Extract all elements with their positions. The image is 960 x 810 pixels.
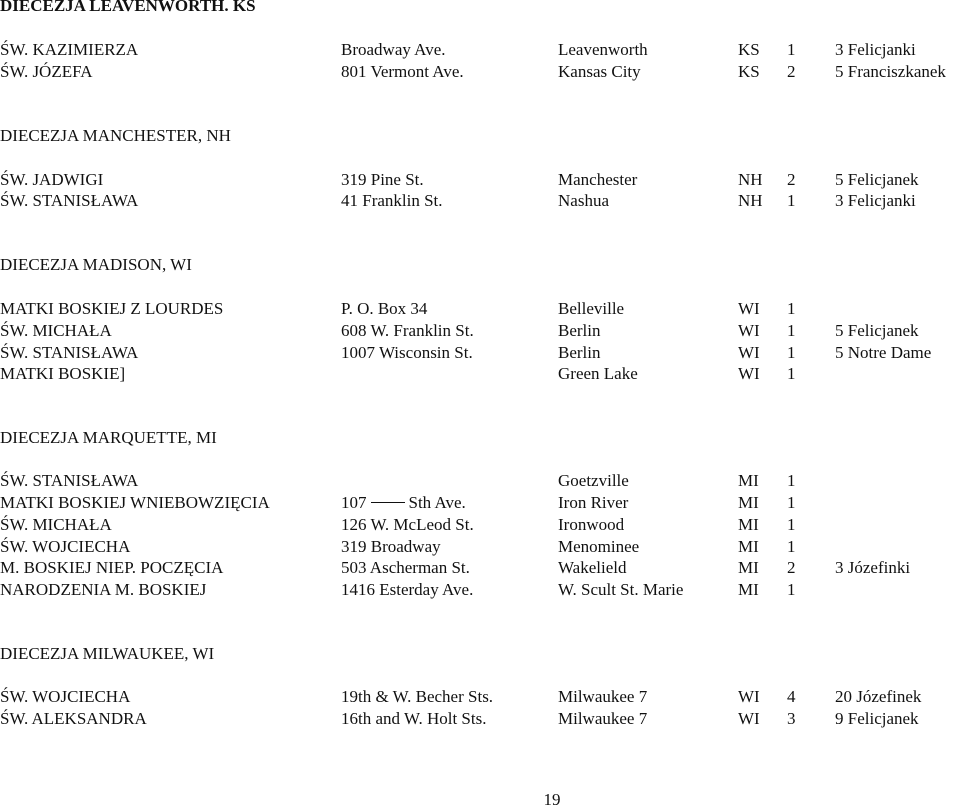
- parish-state: KS: [738, 40, 760, 59]
- table-row: [0, 470, 960, 491]
- parish-count: 3: [787, 709, 796, 728]
- table-row: [0, 39, 960, 60]
- parish-address: 16th and W. Holt Sts.: [341, 709, 487, 728]
- parish-city: Iron River: [558, 493, 629, 512]
- parish-state: MI: [738, 537, 759, 556]
- table-row: [0, 708, 960, 729]
- parish-city: Leavenworth: [558, 40, 648, 59]
- table-row: [0, 342, 960, 363]
- parish-state: WI: [738, 343, 760, 362]
- parish-address: 1007 Wisconsin St.: [341, 343, 473, 362]
- table-row: [0, 61, 960, 82]
- parish-city: Ironwood: [558, 515, 625, 534]
- parish-count: 1: [787, 299, 796, 318]
- parish-address: 801 Vermont Ave.: [341, 62, 464, 81]
- parish-name: ŚW. STANISŁAWA: [0, 343, 139, 362]
- parish-name: ŚW. JADWIGI: [0, 170, 104, 189]
- parish-city: Milwaukee 7: [558, 687, 648, 706]
- parish-address: 41 Franklin St.: [341, 191, 443, 210]
- parish-count: 1: [787, 364, 796, 383]
- parish-count: 1: [787, 515, 796, 534]
- table-row: [0, 557, 960, 578]
- parish-address: P. O. Box 34: [341, 299, 428, 318]
- page-number: 19: [543, 790, 561, 809]
- parish-city: Nashua: [558, 191, 609, 210]
- parish-name: MATKI BOSKIEJ Z LOURDES: [0, 299, 224, 318]
- parish-state: MI: [738, 558, 759, 577]
- parish-state: MI: [738, 471, 759, 490]
- parish-count: 1: [787, 343, 796, 362]
- dash-line: [371, 502, 405, 503]
- parish-address: 319 Pine St.: [341, 170, 424, 189]
- parish-count: 4: [787, 687, 796, 706]
- parish-name: ŚW. MICHAŁA: [0, 515, 112, 534]
- table-row: [0, 514, 960, 535]
- parish-city: Kansas City: [558, 62, 641, 81]
- parish-name: ŚW. MICHAŁA: [0, 321, 112, 340]
- parish-address: 126 W. McLeod St.: [341, 515, 474, 534]
- table-row: [0, 320, 960, 341]
- table-row: [0, 190, 960, 211]
- parish-address: 608 W. Franklin St.: [341, 321, 474, 340]
- parish-state: WI: [738, 687, 760, 706]
- parish-state: KS: [738, 62, 760, 81]
- parish-city: Berlin: [558, 343, 601, 362]
- parish-order: 5 Notre Dame: [835, 343, 932, 362]
- parish-count: 2: [787, 62, 796, 81]
- parish-city: Belleville: [558, 299, 625, 318]
- parish-city: Wakelield: [558, 558, 627, 577]
- parish-address: 19th & W. Becher Sts.: [341, 687, 494, 706]
- parish-address: 319 Broadway: [341, 537, 441, 556]
- parish-city: Berlin: [558, 321, 601, 340]
- parish-count: 2: [787, 558, 796, 577]
- parish-address: [341, 492, 466, 513]
- parish-count: 1: [787, 191, 796, 210]
- parish-count: 1: [787, 580, 796, 599]
- parish-state: MI: [738, 515, 759, 534]
- parish-name: ŚW. ALEKSANDRA: [0, 709, 147, 728]
- parish-state: WI: [738, 321, 760, 340]
- parish-state: MI: [738, 493, 759, 512]
- parish-name: ŚW. STANISŁAWA: [0, 191, 139, 210]
- section-heading-marquette: DIECEZJA MARQUETTE, MI: [0, 428, 217, 447]
- table-row: [0, 579, 960, 600]
- parish-count: 1: [787, 493, 796, 512]
- table-row: [0, 492, 960, 513]
- parish-address: Broadway Ave.: [341, 40, 446, 59]
- table-row: [0, 298, 960, 319]
- table-row: [0, 536, 960, 557]
- parish-order: 3 Józefinki: [835, 558, 911, 577]
- parish-name: MATKI BOSKIEJ WNIEBOWZIĘCIA: [0, 493, 270, 512]
- parish-order: 3 Felicjanki: [835, 40, 916, 59]
- table-row: [0, 363, 960, 384]
- parish-name: NARODZENIA M. BOSKIEJ: [0, 580, 207, 599]
- parish-city: Green Lake: [558, 364, 638, 383]
- parish-order: 9 Felicjanek: [835, 709, 919, 728]
- parish-count: 2: [787, 170, 796, 189]
- parish-state: MI: [738, 580, 759, 599]
- table-row: [0, 169, 960, 190]
- parish-address: 503 Ascherman St.: [341, 558, 470, 577]
- parish-state: WI: [738, 364, 760, 383]
- parish-name: M. BOSKIEJ NIEP. POCZĘCIA: [0, 558, 224, 577]
- parish-order: 20 Józefinek: [835, 687, 922, 706]
- section-heading-madison: DIECEZJA MADISON, WI: [0, 255, 192, 274]
- section-heading-manchester: DIECEZJA MANCHESTER, NH: [0, 126, 231, 145]
- section-heading-milwaukee: DIECEZJA MILWAUKEE, WI: [0, 644, 215, 663]
- parish-state: NH: [738, 170, 763, 189]
- address-street: Sth Ave.: [408, 493, 466, 512]
- parish-city: Menominee: [558, 537, 640, 556]
- parish-name: ŚW. WOJCIECHA: [0, 687, 131, 706]
- parish-order: 5 Felicjanek: [835, 170, 919, 189]
- parish-name: ŚW. STANISŁAWA: [0, 471, 139, 490]
- parish-city: Goetzville: [558, 471, 629, 490]
- parish-name: ŚW. JÓZEFA: [0, 62, 93, 81]
- section-heading-leavenworth: DIECEZJA LEAVENWORTH. KS: [0, 0, 256, 15]
- parish-count: 1: [787, 40, 796, 59]
- parish-state: NH: [738, 191, 763, 210]
- parish-count: 1: [787, 471, 796, 490]
- parish-city: Manchester: [558, 170, 638, 189]
- parish-city: W. Scult St. Marie: [558, 580, 684, 599]
- parish-name: MATKI BOSKIE]: [0, 364, 126, 383]
- parish-order: 3 Felicjanki: [835, 191, 916, 210]
- parish-count: 1: [787, 537, 796, 556]
- parish-state: WI: [738, 709, 760, 728]
- parish-order: 5 Felicjanek: [835, 321, 919, 340]
- parish-name: ŚW. WOJCIECHA: [0, 537, 131, 556]
- parish-order: 5 Franciszkanek: [835, 62, 946, 81]
- parish-count: 1: [787, 321, 796, 340]
- address-number: 107: [341, 493, 367, 512]
- parish-city: Milwaukee 7: [558, 709, 648, 728]
- parish-state: WI: [738, 299, 760, 318]
- parish-address: 1416 Esterday Ave.: [341, 580, 474, 599]
- table-row: [0, 686, 960, 707]
- parish-name: ŚW. KAZIMIERZA: [0, 40, 139, 59]
